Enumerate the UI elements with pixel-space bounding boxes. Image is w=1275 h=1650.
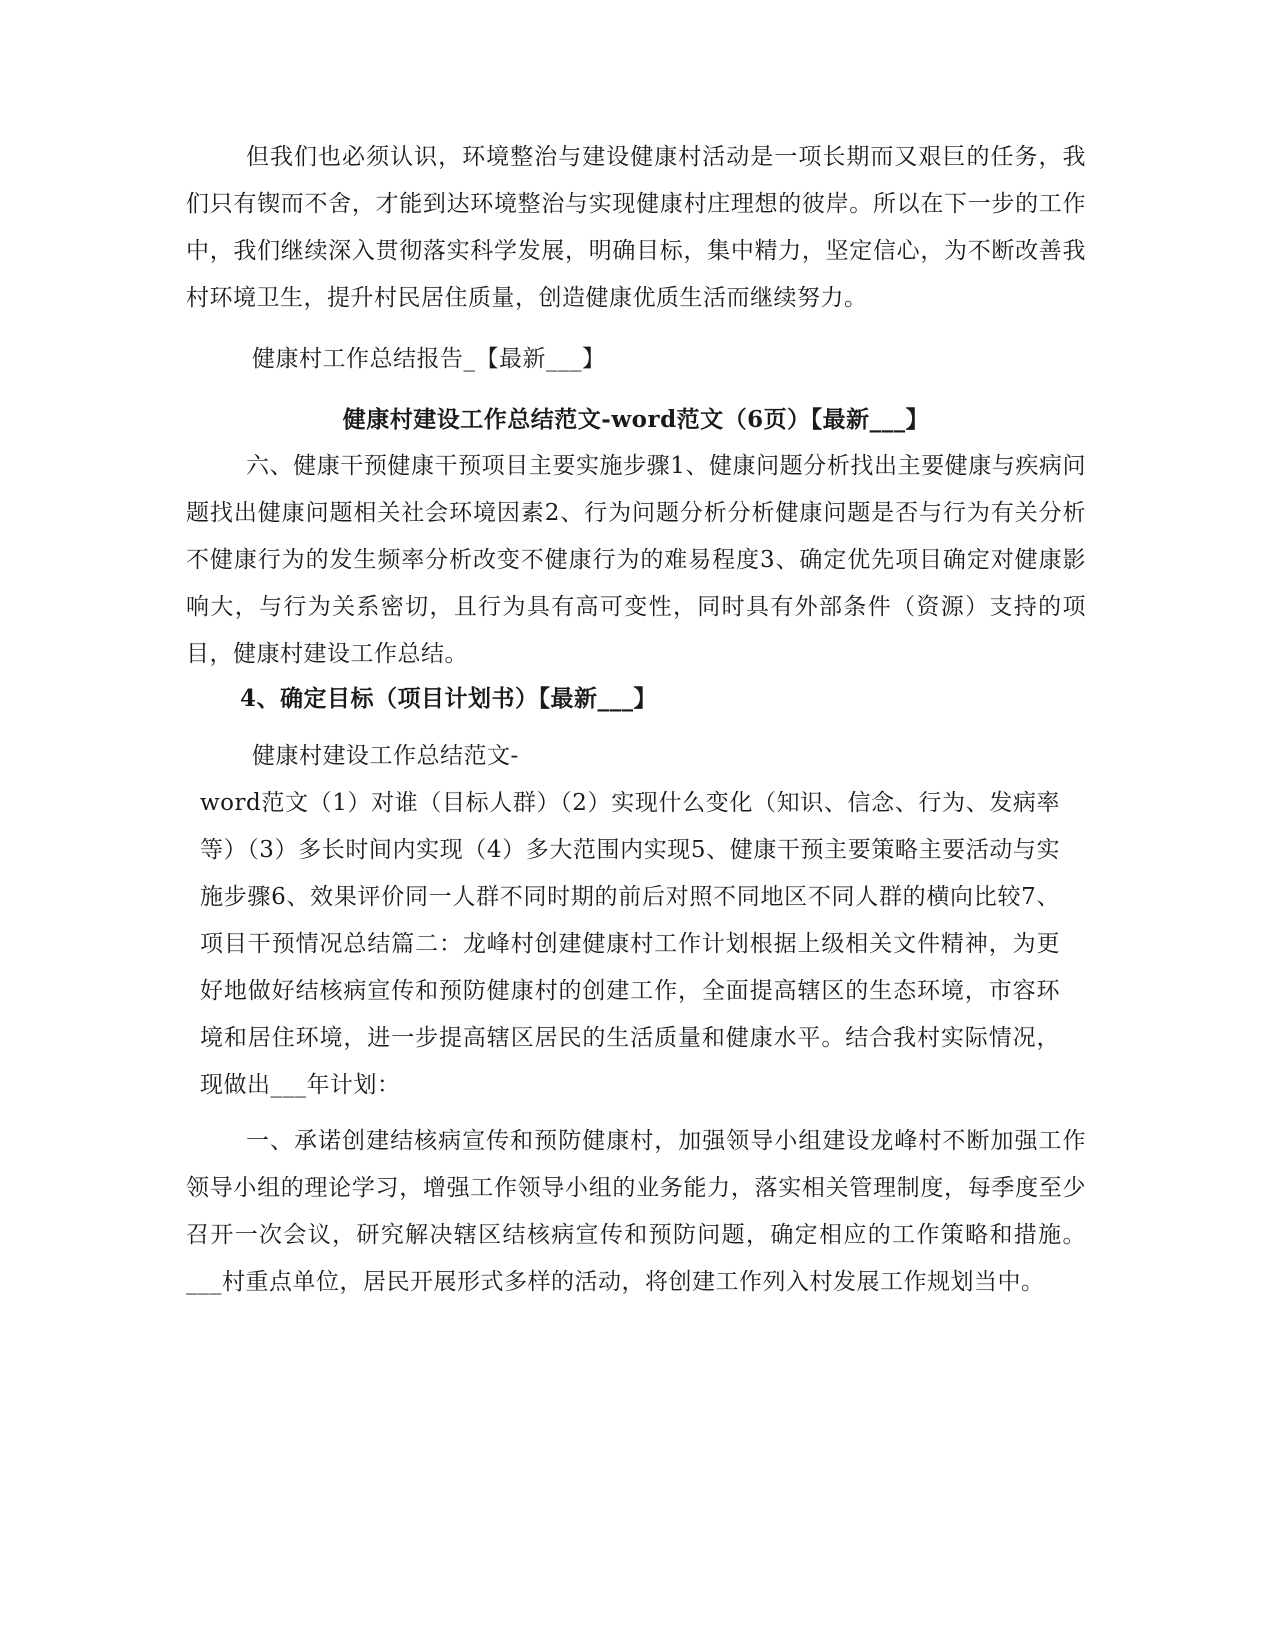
subtitle-report: 健康村工作总结报告_【最新___】 (252, 346, 606, 372)
document-title: 健康村建设工作总结范文-word范文（6页）【最新___】 (342, 406, 930, 433)
paragraph-goals-detail: word范文（1）对谁（目标人群）（2）实现什么变化（知识、信念、行为、发病率等）（3）多长时间内实现（4）多大范围内实现5、健康干预主要策略主要活动与实施步骤6、效果评价同一人群不同时期的前后对照不同地区不同人群的横向比较7、项目干预情况总结篇二：龙峰村创建健康村工作计划根据上级相关文件精神，为更好地做好结核病宣传和预防健康村的创建工作，全面提高辖区的生态环境，市容环境和居住环境，进一步提高辖区居民的生活质量和健康水平。结合我村实际情况，现做出___年计划： (200, 790, 1060, 1098)
paragraph-commitment: 一、承诺创建结核病宣传和预防健康村，加强领导小组建设龙峰村不断加强工作领导小组的理论学习，增强工作领导小组的业务能力，落实相关管理制度，每季度至少召开一次会议，研究解决辖区结核病宣传和预防问题，确定相应的工作策略和措施。___村重点单位，居民开展形式多样的活动，将创建工作列入村发展工作规划当中。 (186, 1128, 1086, 1295)
paragraph-health-intervention: 六、健康干预健康干预项目主要实施步骤1、健康问题分析找出主要健康与疾病问题找出健康问题相关社会环境因素2、行为问题分析分析健康问题是否与行为有关分析不健康行为的发生频率分析改变不健康行为的难易程度3、确定优先项目确定对健康影响大，与行为关系密切，且行为具有高可变性，同时具有外部条件（资源）支持的项目，健康村建设工作总结。 (186, 453, 1086, 667)
paragraph-environment-task: 但我们也必须认识，环境整治与建设健康村活动是一项长期而又艰巨的任务，我们只有锲而不舍，才能到达环境整治与实现健康村庄理想的彼岸。所以在下一步的工作中，我们继续深入贯彻落实科学发展，明确目标，集中精力，坚定信心，为不断改善我村环境卫生，提升村民居住质量，创造健康优质生活而继续努力。 (186, 144, 1086, 311)
heading-determine-goals: 4、确定目标（项目计划书）【最新___】 (240, 685, 658, 712)
subtitle-summary: 健康村建设工作总结范文- (252, 743, 519, 769)
